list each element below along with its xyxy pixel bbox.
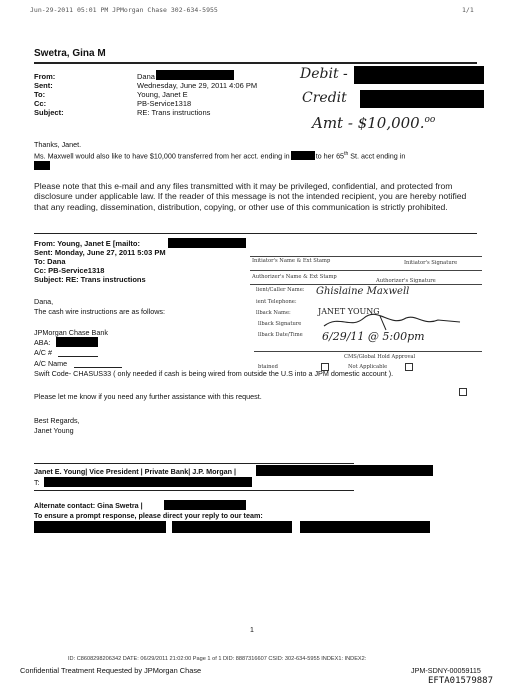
from-value: Dana [137,72,155,81]
redaction [34,521,166,533]
redaction [34,161,50,170]
stamp-checkbox [459,388,467,396]
header-rule [34,62,477,64]
page-number: 1 [250,627,254,634]
stamp-callback-sig: llback Signature [258,321,302,327]
stamp-initiator-sig: Initiator's Signature [404,260,458,266]
account-number-label: A/C # [34,348,52,357]
confidential-notice: Confidential Treatment Requested by JPMorgan Chase [20,666,202,675]
handwritten-caller-name: Ghislaine Maxwell [316,286,410,297]
redaction [360,90,484,108]
stamp-callback-name: llback Name: [256,310,291,316]
confidentiality-disclaimer: Please note that this e-mail and any files transmitted with it may be privileged, confidential, and protected from disclosure under applicable law. If the reader of this message is not the intended recipient, you are hereby notified that any reading, dissemination, distribution, copying, or other use of this communication is strictly prohibited. [34,181,467,212]
fax-id-line: ID: C8608298206342 DATE: 06/29/2011 21:02:00 Page 1 of 1 DID: 8887316607 CSID: 302-634-5955 INDEX1: INDEX2: [68,656,367,662]
account-name-label: A/C Name [34,359,68,368]
stamp-obtained: btained [258,364,278,370]
cc-value: PB-Service1318 [137,99,192,108]
redaction [256,465,433,476]
handwritten-debit: Debit - [300,66,348,82]
swift-code: Swift Code- CHASUS33 ( only needed if cash is being wired from outside the U.S into a JPM domestic account ). [34,369,394,378]
redaction [300,521,430,533]
prompt-response-line: To ensure a prompt response, please direct your reply to our team: [34,511,263,520]
email2-intro: The cash wire instructions are as follows: [34,307,166,316]
redaction [172,521,292,533]
signer-name: Janet Young [34,426,74,435]
sent-label: Sent: [34,81,53,90]
email1-body-line: Ms. Maxwell would also like to have $10,000 transferred from her acct. ending in to her 65th St. acct ending in [34,151,406,161]
redaction [168,238,246,248]
email2-to: To: Dana [34,257,66,266]
cc-label: Cc: [34,99,47,108]
stamp-client-tel: ient Telephone: [256,299,297,305]
bates-number: JPM-SDNY-00059115 [411,666,481,675]
email2-from: From: Young, Janet E [mailto: [34,239,140,248]
aba-label: ABA: [34,338,51,347]
to-value: Young, Janet E [137,90,188,99]
alternate-contact: Alternate contact: Gina Swetra | [34,501,143,510]
signature-rule [34,490,354,491]
stamp-authorizer-sig: Authorizer's Signature [376,278,436,284]
email1-greeting: Thanks, Janet. [34,140,82,149]
signature-phone-label: T: [34,478,40,487]
sender-name: Swetra, Gina M [34,48,106,59]
stamp-cms-approval: CMS/Global Hold Approval [344,354,416,360]
handwritten-signature [320,312,470,332]
stamp-initiator: Initiator's Name & Ext Stamp [252,258,331,264]
redaction [44,477,252,487]
redaction [291,151,315,160]
redaction [56,337,98,347]
redaction [156,70,234,80]
handwritten-callback-datetime: 6/29/11 @ 5:00pm [322,330,425,343]
subject-value: RE: Trans instructions [137,108,211,117]
fax-header-page: 1/1 [462,6,474,14]
followup-line: Please let me know if you need any further assistance with this request. [34,392,262,401]
not-applicable-checkbox [405,363,413,371]
signature-title-line: Janet E. Young| Vice President | Private Bank| J.P. Morgan | [34,467,237,476]
efta-number: EFTA01579887 [428,676,494,686]
stamp-authorizer: Authorizer's Name & Ext Stamp [252,274,337,280]
stamp-callback-datetime: llback Date/Time [258,332,303,338]
handwritten-amount: Amt - $10,000.$^{oo}$ [312,114,436,132]
blank-line [58,356,98,357]
regards: Best Regards, [34,416,80,425]
email2-subject: Subject: RE: Trans instructions [34,275,146,284]
obtained-checkbox [321,363,329,371]
stamp-client-caller: lient/Caller Name: [256,287,305,293]
handwritten-callback-name: JANET YOUNG [318,307,380,316]
thread-separator [34,233,477,234]
blank-line [74,367,122,368]
signature-rule [34,463,354,464]
stamp-not-applicable: Not Applicable [348,364,388,370]
sent-value: Wednesday, June 29, 2011 4:06 PM [137,81,258,90]
email2-sent: Sent: Monday, June 27, 2011 5:03 PM [34,248,166,257]
handwritten-credit: Credit [302,90,347,106]
redaction [164,500,246,510]
bank-name: JPMorgan Chase Bank [34,328,108,337]
fax-header-left: Jun-29-2011 05:01 PM JPMorgan Chase 302-634-5955 [30,6,218,14]
email2-greeting: Dana, [34,297,54,306]
from-label: From: [34,72,56,81]
subject-label: Subject: [34,108,64,117]
to-label: To: [34,90,46,99]
email2-cc: Cc: PB-Service1318 [34,266,105,275]
redaction [354,66,484,84]
